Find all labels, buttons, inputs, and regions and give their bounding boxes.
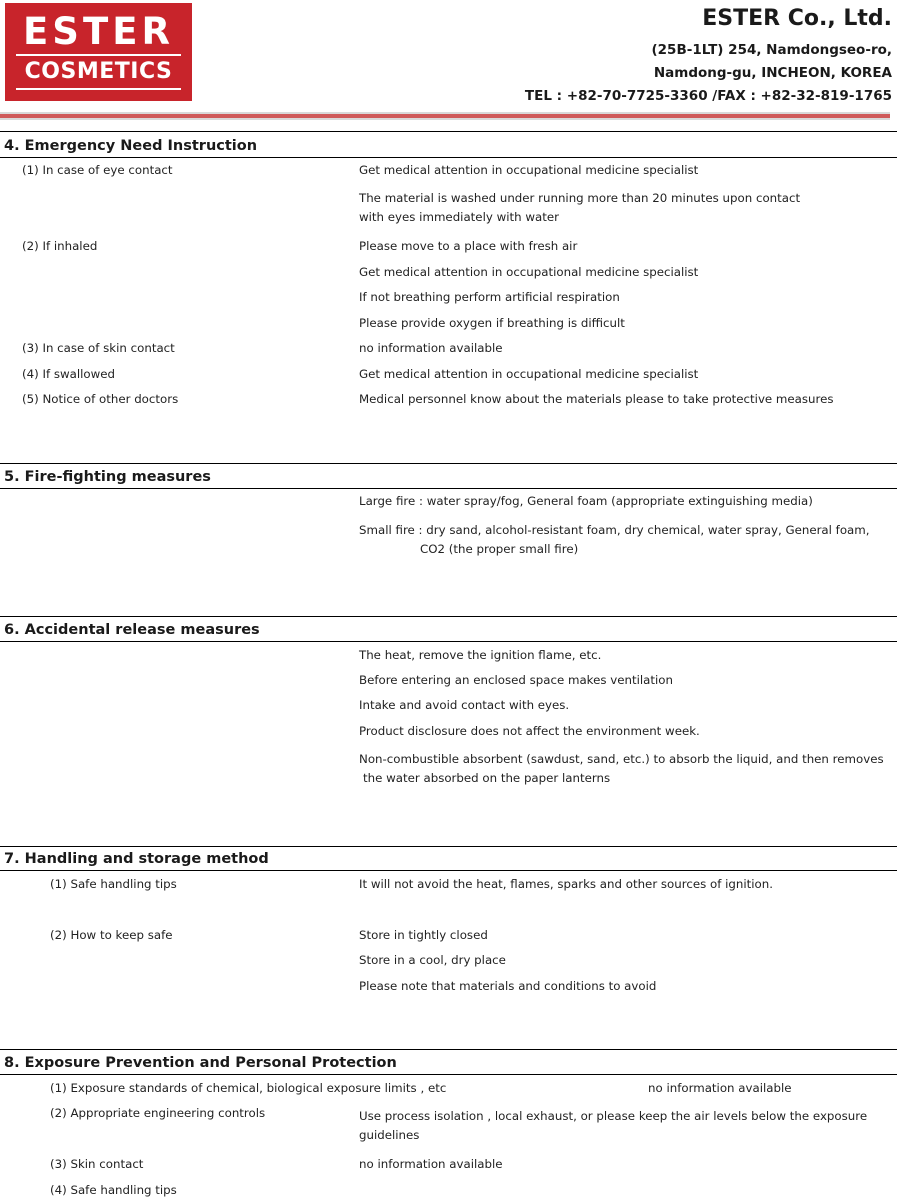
skin-contact-value: no information available <box>359 1157 503 1171</box>
exposure-standards-value: no information available <box>648 1081 792 1095</box>
safe-handling-value: It will not avoid the heat, flames, sparks and other sources of ignition. <box>359 877 773 891</box>
release-value-1: The heat, remove the ignition flame, etc. <box>359 648 602 662</box>
engineering-controls-value-1: Use process isolation , local exhaust, or please keep the air levels below the exposure <box>359 1109 868 1123</box>
release-value-4: Product disclosure does not affect the environment week. <box>359 724 700 738</box>
section-5-title: 5. Fire-fighting measures <box>4 469 211 485</box>
release-value-6: the water absorbed on the paper lanterns <box>363 771 611 785</box>
skin-contact-label: (3) In case of skin contact <box>22 341 175 355</box>
section-rule-top <box>0 846 897 847</box>
keep-safe-value-3: Please note that materials and conditions to avoid <box>359 979 657 993</box>
eye-contact-value-3: with eyes immediately with water <box>359 210 559 224</box>
small-fire-value: Small fire : dry sand, alcohol-resistant foam, dry chemical, water spray, General foam, <box>359 523 870 537</box>
section-8-title: 8. Exposure Prevention and Personal Protection <box>4 1055 397 1071</box>
section-rule-bottom <box>0 157 897 158</box>
section-7-title: 7. Handling and storage method <box>4 851 269 867</box>
section-rule-bottom <box>0 488 897 489</box>
release-value-5: Non-combustible absorbent (sawdust, sand, etc.) to absorb the liquid, and then removes <box>359 752 884 766</box>
logo-divider <box>16 54 181 56</box>
company-name: ESTER Co., Ltd. <box>702 6 892 31</box>
skin-contact-value: no information available <box>359 341 503 355</box>
section-rule-top <box>0 463 897 464</box>
swallowed-label: (4) If swallowed <box>22 367 116 381</box>
address-line-2: Namdong-gu, INCHEON, KOREA <box>653 65 892 81</box>
section-rule-top <box>0 1049 897 1050</box>
section-6-title: 6. Accidental release measures <box>4 622 260 638</box>
inhaled-label: (2) If inhaled <box>22 239 98 253</box>
header-divider-band <box>0 112 890 120</box>
inhaled-value-3: If not breathing perform artificial respiration <box>359 290 620 304</box>
contact-line: TEL : +82-70-7725-3360 /FAX : +82-32-819-1765 <box>524 88 892 104</box>
section-rule-bottom <box>0 641 897 642</box>
section-rule-bottom <box>0 870 897 871</box>
logo-divider-bottom <box>16 88 181 90</box>
section-rule-top <box>0 131 897 132</box>
section-4-title: 4. Emergency Need Instruction <box>4 138 258 154</box>
logo-text-cosmetics: COSMETICS <box>24 59 173 84</box>
safe-handling-label: (1) Safe handling tips <box>50 877 177 891</box>
eye-contact-label: (1) In case of eye contact <box>22 163 173 177</box>
logo-text-ester: ESTER <box>23 10 174 53</box>
small-fire-value-cont: CO2 (the proper small fire) <box>420 542 579 556</box>
engineering-controls-label: (2) Appropriate engineering controls <box>50 1106 266 1120</box>
release-value-2: Before entering an enclosed space makes ventilation <box>359 673 673 687</box>
inhaled-value-2: Get medical attention in occupational medicine specialist <box>359 265 699 279</box>
section-rule-bottom <box>0 1074 897 1075</box>
keep-safe-value-1: Store in tightly closed <box>359 928 488 942</box>
other-doctors-label: (5) Notice of other doctors <box>22 392 179 406</box>
section-rule-top <box>0 616 897 617</box>
swallowed-value: Get medical attention in occupational medicine specialist <box>359 367 699 381</box>
inhaled-value-4: Please provide oxygen if breathing is difficult <box>359 316 625 330</box>
safe-handling-tips-label: (4) Safe handling tips <box>50 1183 177 1197</box>
company-logo <box>5 3 192 101</box>
large-fire-value: Large fire : water spray/fog, General foam (appropriate extinguishing media) <box>359 494 813 508</box>
inhaled-value-1: Please move to a place with fresh air <box>359 239 578 253</box>
release-value-3: Intake and avoid contact with eyes. <box>359 698 570 712</box>
keep-safe-label: (2) How to keep safe <box>50 928 173 942</box>
eye-contact-value-1: Get medical attention in occupational medicine specialist <box>359 163 699 177</box>
eye-contact-value-2: The material is washed under running more than 20 minutes upon contact <box>359 191 801 205</box>
skin-contact-label: (3) Skin contact <box>50 1157 144 1171</box>
address-line-1: (25B-1LT) 254, Namdongseo-ro, <box>651 42 892 58</box>
exposure-standards-label: (1) Exposure standards of chemical, biological exposure limits , etc <box>50 1081 447 1095</box>
keep-safe-value-2: Store in a cool, dry place <box>359 953 506 967</box>
other-doctors-value: Medical personnel know about the materials please to take protective measures <box>359 392 834 406</box>
engineering-controls-value-2: guidelines <box>359 1128 420 1142</box>
